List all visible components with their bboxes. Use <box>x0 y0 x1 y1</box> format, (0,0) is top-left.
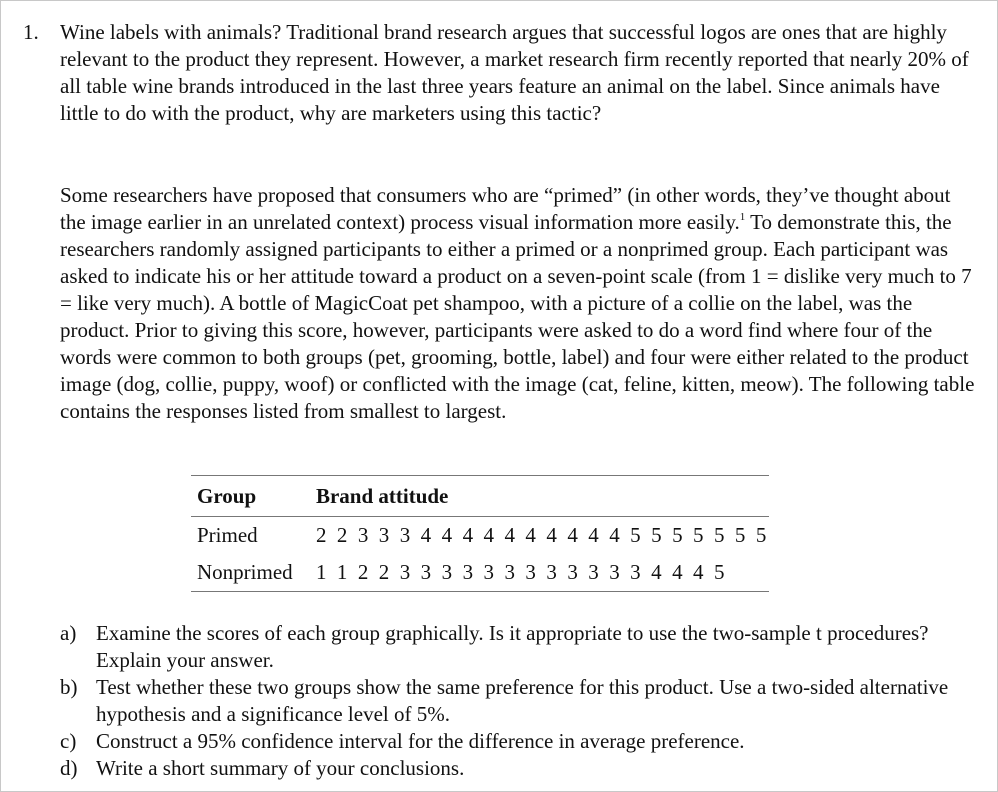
group-cell: Primed <box>197 523 258 548</box>
intro-paragraph: Wine labels with animals? Traditional brand research argues that successful logos are ones that are highly relevant to the product they represent. However, a market research firm recently reported that nearly 20% of all table wine brands introduced in the last three years feature an animal on the label. Since animals have little to do with the product, why are marketers using this tactic? <box>60 20 969 125</box>
header-brand-attitude: Brand attitude <box>315 483 449 508</box>
header-group: Group <box>197 483 257 508</box>
question-text: Examine the scores of each group graphically. Is it appropriate to use the two-sample t procedures? Explain your answer. <box>96 621 929 672</box>
question-a <box>60 620 980 674</box>
scores-cell: 2 2 3 3 3 4 4 4 4 4 4 4 4 4 4 5 5 5 5 5 5 5 <box>315 523 769 548</box>
question-number: 1. <box>23 20 39 44</box>
question-text: Write a short summary of your conclusions. <box>96 756 465 780</box>
question-c <box>60 728 980 755</box>
study-text-part-a: Some researchers have proposed that consumers who are “primed” (in other words, they’ve thought about the image earlier in an unrelated context) process visual information more easily. <box>60 183 951 234</box>
group-cell: Nonprimed <box>197 560 293 585</box>
table-row-primed <box>191 517 769 555</box>
question-list <box>60 620 980 782</box>
question-letter: a) <box>60 621 77 645</box>
table-row-nonprimed <box>191 555 769 592</box>
scores-cell: 1 1 2 2 3 3 3 3 3 3 3 3 3 3 3 3 4 4 4 5 <box>315 560 728 585</box>
study-text-part-b: To demonstrate this, the researchers randomly assigned participants to either a primed or a nonprimed group. Each participant was asked to indicate his or her attitude toward a product on a seven-point scale (from 1 = dislike very much to 7 = like very much). A bottle of MagicCoat pet shampoo, with a picture of a collie on the label, was the product. Prior to giving this score, however, participants were asked to do a word find where four of the words were common to both groups (pet, grooming, bottle, label) and four were either related to the product image (dog, collie, puppy, woof) or conflicted with the image (cat, feline, kitten, meow). The following table contains the responses listed from smallest to largest. <box>60 210 975 423</box>
table-header-row <box>191 476 769 517</box>
footnote-marker: 1 <box>739 211 746 223</box>
question-letter: c) <box>60 729 77 753</box>
study-paragraph <box>60 182 980 425</box>
brand-attitude-table <box>191 475 769 592</box>
question-text: Construct a 95% confidence interval for the difference in average preference. <box>96 729 745 753</box>
question-letter: d) <box>60 756 78 780</box>
question-text: Test whether these two groups show the same preference for this product. Use a two-sided alternative hypothesis and a significance level of 5%. <box>96 675 949 726</box>
question-d <box>60 755 980 782</box>
question-letter: b) <box>60 675 78 699</box>
question-b <box>60 674 980 728</box>
